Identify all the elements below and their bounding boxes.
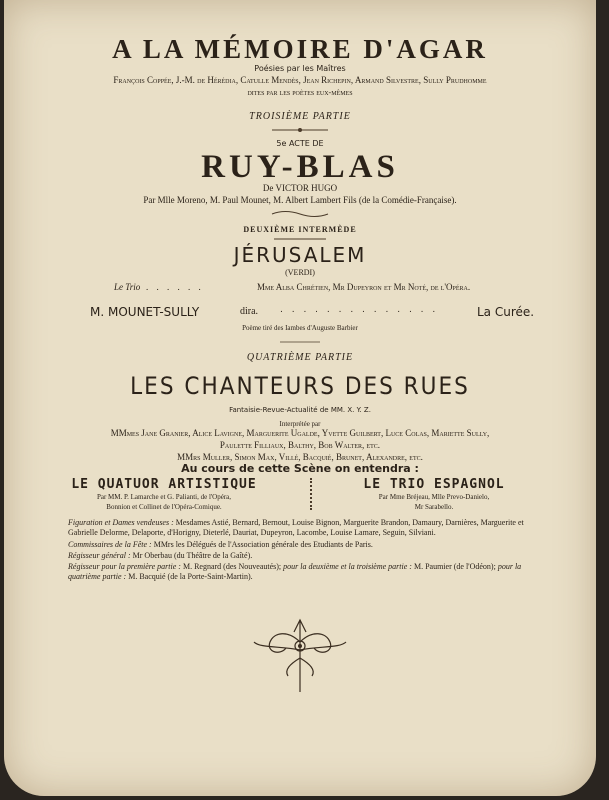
figuration-paragraph xyxy=(68,518,546,539)
recital-dots: . . . . . . . . . . . . . . xyxy=(280,305,439,315)
poem-title: La Curée. xyxy=(477,305,535,319)
trio-espagnol-line-2: Mr Sarabello. xyxy=(414,503,454,511)
said-by-line: dites par les poètes eux-mêmes xyxy=(247,88,353,97)
cast-line-3: MMrs Muller, Simon Max, Villé, Bacquié, Brunet, Alexandre, etc. xyxy=(177,452,423,462)
commissaires-label: Commissaires de la Fête : xyxy=(68,539,152,549)
cast-line-1: MMmes Jane Granier, Alice Lavigne, Marguerite Ugalde, Yvette Guilbert, Luce Colas, Mariette Sully, xyxy=(110,428,490,438)
jerusalem-composer: (VERDI) xyxy=(285,268,315,277)
chanteurs-subtitle: Fantaisie-Revue-Actualité de MM. X. Y. Z. xyxy=(229,406,371,414)
regisseur23-name: M. Paumier (de l'Odéon); xyxy=(411,562,496,572)
quatuor-title: LE QUATUOR ARTISTIQUE xyxy=(71,477,257,492)
trio-espagnol-title: LE TRIO ESPAGNOL xyxy=(363,477,505,492)
regisseur23-label: pour la deuxième et la troisième partie : xyxy=(281,562,412,572)
during-scene-heading: Au cours de cette Scène on entendra : xyxy=(181,462,419,475)
poets-list: François Coppée, J.-M. de Hérédia, Catulle Mendès, Jean Richepin, Armand Silvestre, Sully Prudhomme xyxy=(113,75,487,85)
program-page xyxy=(4,0,596,796)
fleuron-ornament-icon xyxy=(250,612,350,698)
cast-line-2: Paulette Filliaux, Balthy, Bob Walter, etc. xyxy=(219,440,381,450)
interpreted-by: Interprétée par xyxy=(279,420,321,428)
quatuor-line-2: Bonnion et Collinet de l'Opéra-Comique. xyxy=(106,503,222,511)
commissaires-names: MMrs les Délégués de l'Association générale des Etudiants de Paris. xyxy=(151,539,373,549)
part3-heading: TROISIÈME PARTIE xyxy=(249,111,351,122)
reciter-name: M. MOUNET-SULLY xyxy=(90,305,200,319)
trio-espagnol-line-1: Par Mme Bréjeau, Mlle Prevo-Danielo, xyxy=(378,493,490,501)
regisseurs-parts-paragraph xyxy=(68,562,546,583)
program-title: A LA MÉMOIRE D'AGAR xyxy=(112,34,488,64)
ruy-blas-cast: Par Mlle Moreno, M. Paul Mounet, M. Albert Lambert Fils (de la Comédie-Française). xyxy=(143,195,457,205)
trio-role: Le Trio xyxy=(114,282,141,292)
act-label: 5e ACTE DE xyxy=(276,139,324,148)
ruy-blas-author: De VICTOR HUGO xyxy=(262,183,338,193)
regisseur4-label: pour la quatrième partie : xyxy=(68,562,522,582)
trio-dots: . . . . . . xyxy=(146,282,204,292)
recital-line xyxy=(4,305,596,323)
regisseur-paragraph xyxy=(68,551,546,561)
commissaires-paragraph xyxy=(68,540,546,550)
regisseur1-name: M. Regnard (des Nouveautés); xyxy=(180,562,282,572)
flourish-divider-icon xyxy=(270,209,330,219)
jerusalem-title: JÉRUSALEM xyxy=(233,243,367,267)
recital-verb: dira. xyxy=(240,306,259,317)
rule-divider-icon xyxy=(274,237,326,241)
trio-espagnol-block xyxy=(304,477,564,512)
quatuor-block xyxy=(34,477,294,512)
quatuor-line-1: Par MM. P. Lamarche et G. Palianti, de l'Opéra, xyxy=(96,493,232,501)
regisseur4-name: M. Bacquié (de la Porte-Saint-Martin). xyxy=(126,572,253,582)
part4-heading: QUATRIÈME PARTIE xyxy=(246,352,354,363)
regisseur1-label: Régisseur pour la première partie : xyxy=(68,562,181,572)
figuration-names: Mesdames Astié, Bernard, Bernout, Louise Bignon, Marguerite Brandon, Damaury, Darnières, Marguerite et Gabrielle Delorme, Delaporte, d'Horigny, Dieterlé, Dauriat, Dupeyron, Lacombe, Louise Lamare, Seguin, Silviani. xyxy=(68,518,524,538)
figuration-label: Figuration et Dames vendeuses : xyxy=(68,518,174,527)
ruy-blas-title: RUY-BLAS xyxy=(201,149,399,185)
trio-performers: Mme Alba Chrétien, Mr Dupeyron et Mr Noté, de l'Opéra. xyxy=(257,282,471,292)
regisseur-label: Régisseur général : xyxy=(68,550,131,560)
poem-source: Poème tiré des Iambes d'Auguste Barbier xyxy=(242,324,358,332)
chanteurs-title: LES CHANTEURS DES RUES xyxy=(130,372,470,400)
credits-block xyxy=(68,518,546,584)
divider-ornament-icon xyxy=(270,126,330,134)
poems-subtitle: Poésies par les Maîtres xyxy=(254,64,346,73)
regisseur-name: Mr Oberbau (du Théâtre de la Gaîté). xyxy=(130,550,253,560)
interlude-heading: DEUXIÈME INTERMÈDE xyxy=(243,225,357,234)
short-rule-icon xyxy=(280,340,320,344)
